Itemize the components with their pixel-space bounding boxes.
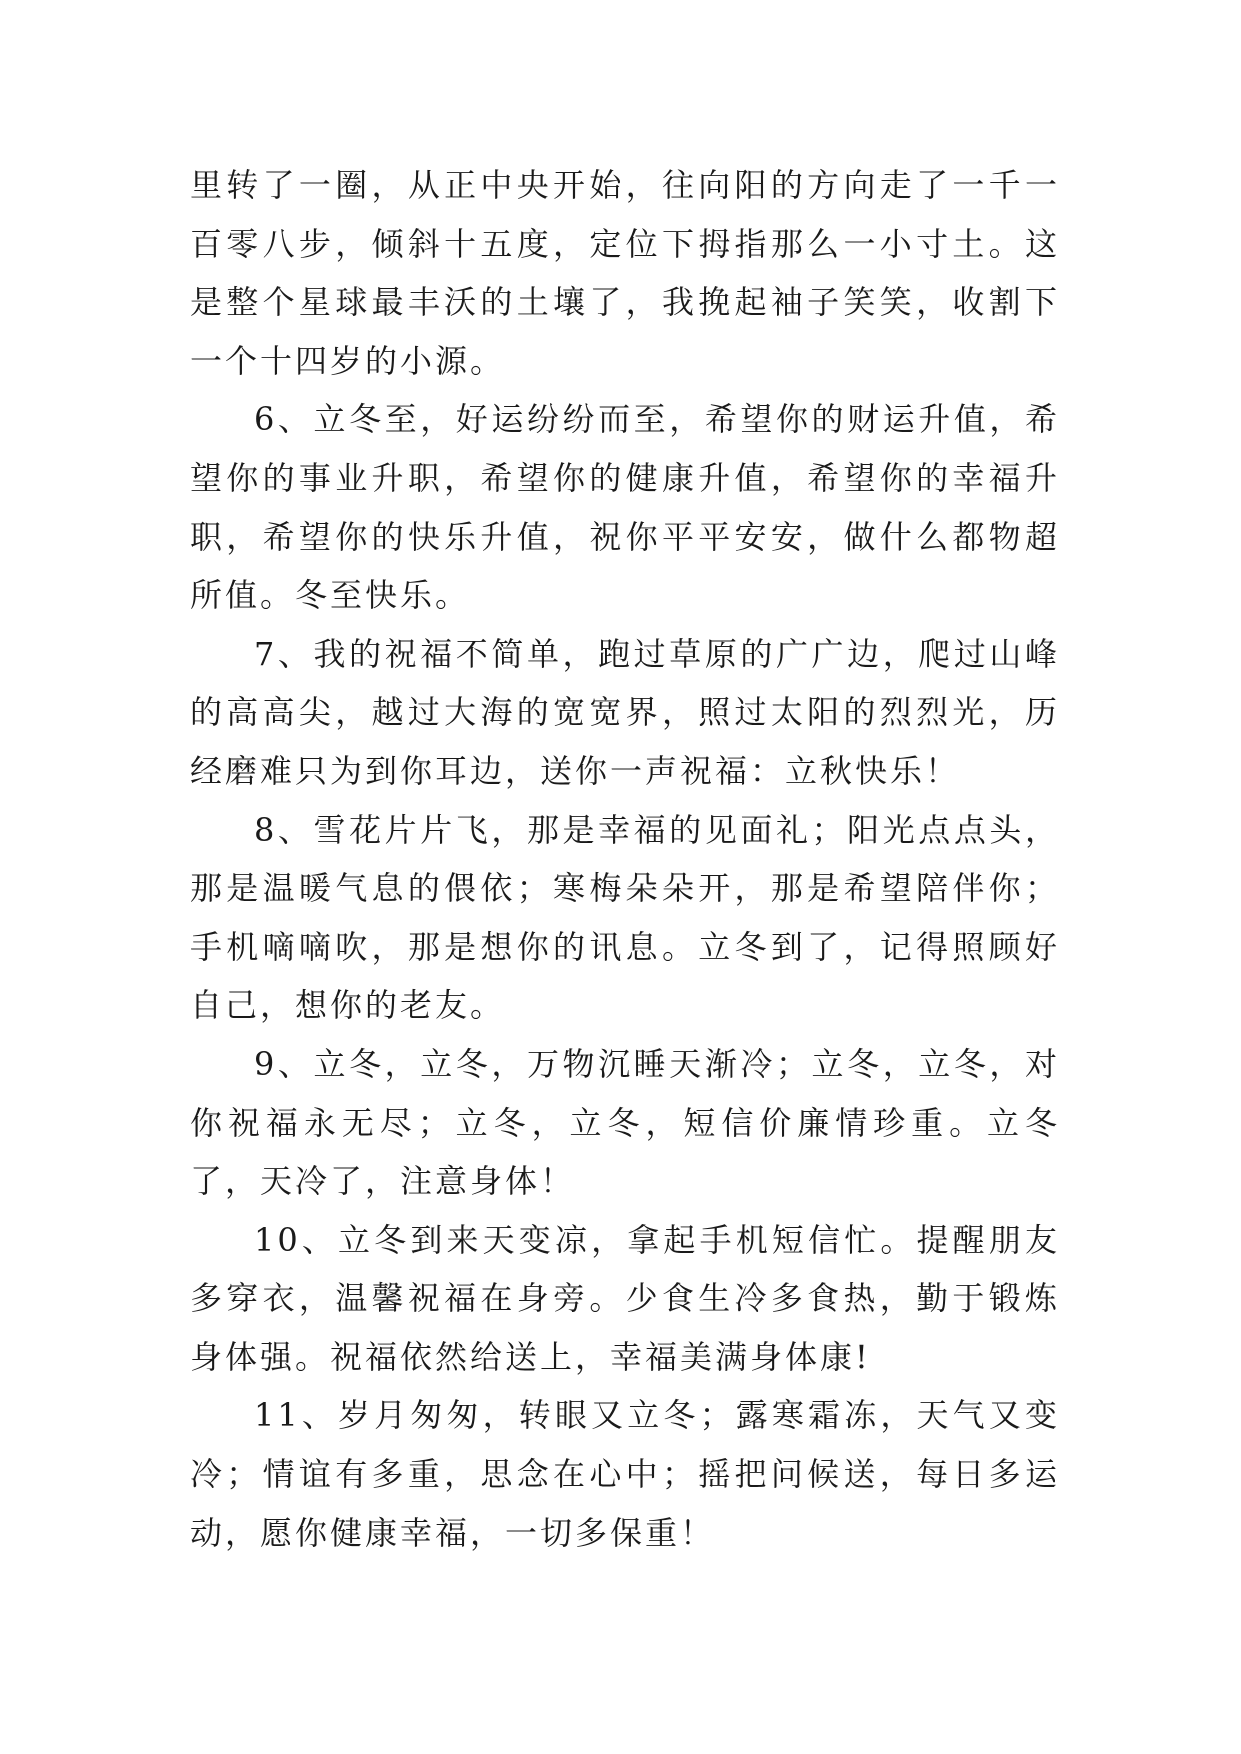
paragraph-item-9: 9、立冬，立冬，万物沉睡天渐冷；立冬，立冬，对你祝福永无尽；立冬，立冬，短信价廉情珍重。立冬了，天冷了，注意身体！ bbox=[190, 1044, 1060, 1201]
paragraph-item-8: 8、雪花片片飞，那是幸福的见面礼；阳光点点头，那是温暖气息的偎依；寒梅朵朵开，那是希望陪伴你；手机嘀嘀吹，那是想你的讯息。立冬到了，记得照顾好自己，想你的老友。 bbox=[190, 810, 1060, 1025]
paragraph-item-10: 10、立冬到来天变凉，拿起手机短信忙。提醒朋友多穿衣，温馨祝福在身旁。少食生冷多食热，勤于锻炼身体强。祝福依然给送上，幸福美满身体康! bbox=[190, 1220, 1060, 1376]
paragraph-item-11: 11、岁月匆匆，转眼又立冬；露寒霜冻，天气又变冷；情谊有多重，思念在心中；摇把问候送，每日多运动，愿你健康幸福，一切多保重！ bbox=[190, 1396, 1060, 1552]
document-body bbox=[190, 156, 1060, 1562]
paragraph-continuation: 里转了一圈，从正中央开始，往向阳的方向走了一千一百零八步，倾斜十五度，定位下拇指那么一小寸土。这是整个星球最丰沃的土壤了，我挽起袖子笑笑，收割下一个十四岁的小源。 bbox=[190, 166, 1060, 380]
paragraph-item-6: 6、立冬至，好运纷纷而至，希望你的财运升值，希望你的事业升职，希望你的健康升值，希望你的幸福升职，希望你的快乐升值，祝你平平安安，做什么都物超所值。冬至快乐。 bbox=[190, 400, 1060, 615]
paragraph-item-7: 7、我的祝福不简单，跑过草原的广广边，爬过山峰的高高尖，越过大海的宽宽界，照过太阳的烈烈光，历经磨难只为到你耳边，送你一声祝福：立秋快乐！ bbox=[190, 634, 1060, 790]
